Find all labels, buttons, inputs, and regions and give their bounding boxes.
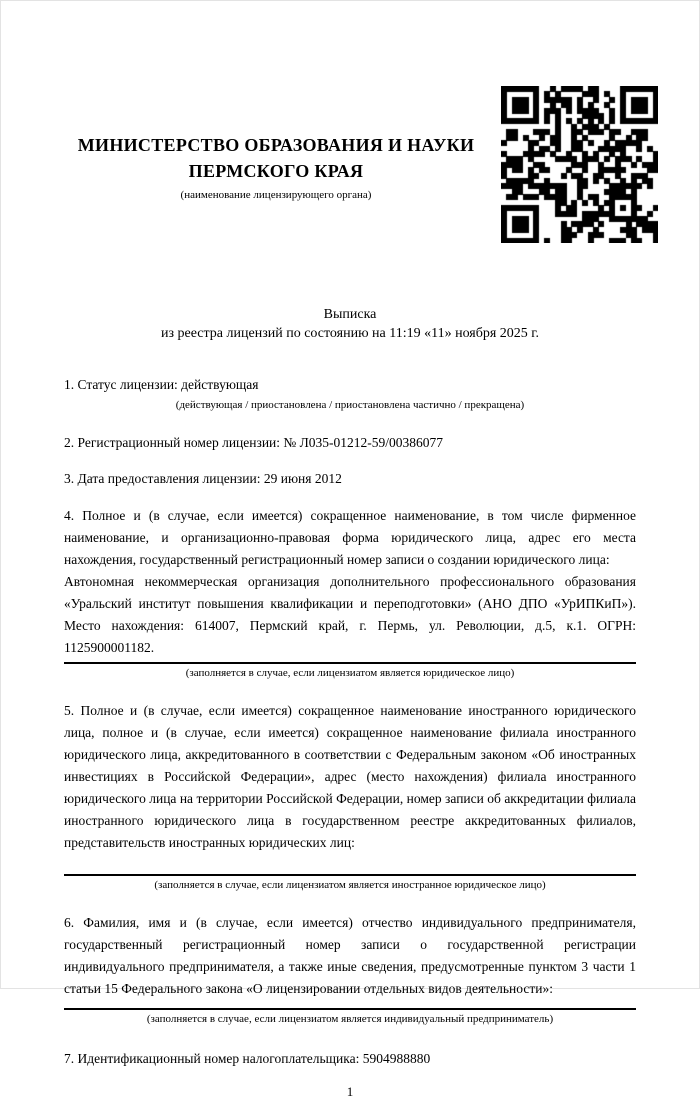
foreign-entity-statement: 5. Полное и (в случае, если имеется) сокращенное наименование иностранного юридического лица, полное и (в случае, если имеется) сокращенное наименование филиала иностранного юридического лица, аккредитованного в соответствии с Федеральным законом «Об иностранных инвестициях в Российской Федерации», адрес (место нахождения) филиала иностранного юридического лица на территории Российской Федерации, номер записи об аккредитации филиала иностранного юридического лица в государственном реестре аккредитованных филиалов, представительств иностранных юридических лиц: <box>64 703 636 850</box>
taxpayer-number-text: 7. Идентификационный номер налогоплательщика: 5904988880 <box>64 1051 431 1066</box>
authority-name-line1: МИНИСТЕРСТВО ОБРАЗОВАНИЯ И НАУКИ <box>77 135 475 155</box>
license-status-text: 1. Статус лицензии: действующая <box>64 377 259 392</box>
legal-entity-statement: 4. Полное и (в случае, если имеется) сокращенное наименование, в том числе фирменное наименование, и организационно-правовая форма юридического лица, адрес его места нахождения, государственный регистрационный номер записи о создании юридического лица: <box>64 508 636 567</box>
authority-name-line2: ПЕРМСКОГО КРАЯ <box>188 161 364 182</box>
document-title <box>64 305 636 343</box>
document-title-line2: из реестра лицензий по состоянию на 11:19 «11» ноября 2025 г. <box>161 326 539 341</box>
item-individual-entrepreneur <box>64 912 636 1026</box>
entrepreneur-statement: 6. Фамилия, имя и (в случае, если имеется) отчество индивидуального предпринимателя, государственный регистрационный номер записи о государственной регистрации индивидуального предпринимателя, а также иные сведения, предусмотренные пунктом 3 части 1 статьи 15 Федерального закона «О лицензировании отдельных видов деятельности»: <box>64 915 636 996</box>
document-header <box>1 1 699 243</box>
document-title-line1: Выписка <box>323 307 377 322</box>
foreign-entity-rule <box>64 874 636 876</box>
item-registration-number <box>64 432 636 454</box>
license-date-text: 3. Дата предоставления лицензии: 29 июня 2012 <box>64 471 342 486</box>
legal-entity-rule <box>64 662 636 664</box>
entrepreneur-rule <box>64 1008 636 1010</box>
licensing-authority-block <box>64 132 488 201</box>
registration-number-text: 2. Регистрационный номер лицензии: № Л035-01212-59/00386077 <box>64 435 444 450</box>
item-legal-entity <box>64 505 636 680</box>
foreign-entity-caption: (заполняется в случае, если лицензиатом является иностранное юридическое лицо) <box>154 879 546 891</box>
license-status-caption: (действующая / приостановлена / приостановлена частично / прекращена) <box>175 399 525 411</box>
item-license-date <box>64 468 636 490</box>
page-number: 1 <box>346 1084 354 1099</box>
entrepreneur-caption: (заполняется в случае, если лицензиатом является индивидуальный предприниматель) <box>146 1013 554 1025</box>
item-taxpayer-number <box>64 1048 636 1070</box>
legal-entity-caption: (заполняется в случае, если лицензиатом является юридическое лицо) <box>185 667 515 679</box>
item-license-status <box>64 374 636 412</box>
qr-code-icon <box>501 86 658 243</box>
item-foreign-entity <box>64 700 636 892</box>
legal-entity-value: Автономная некоммерческая организация дополнительного профессионального образования «Уральский институт повышения квалификации и переподготовки» (АНО ДПО «УрИПКиП»). Место нахождения: 614007, Пермский край, г. Пермь, ул. Революции, д.5, к.1. ОГРН: 1125900001182. <box>64 574 636 655</box>
authority-caption: (наименование лицензирующего органа) <box>180 189 372 202</box>
